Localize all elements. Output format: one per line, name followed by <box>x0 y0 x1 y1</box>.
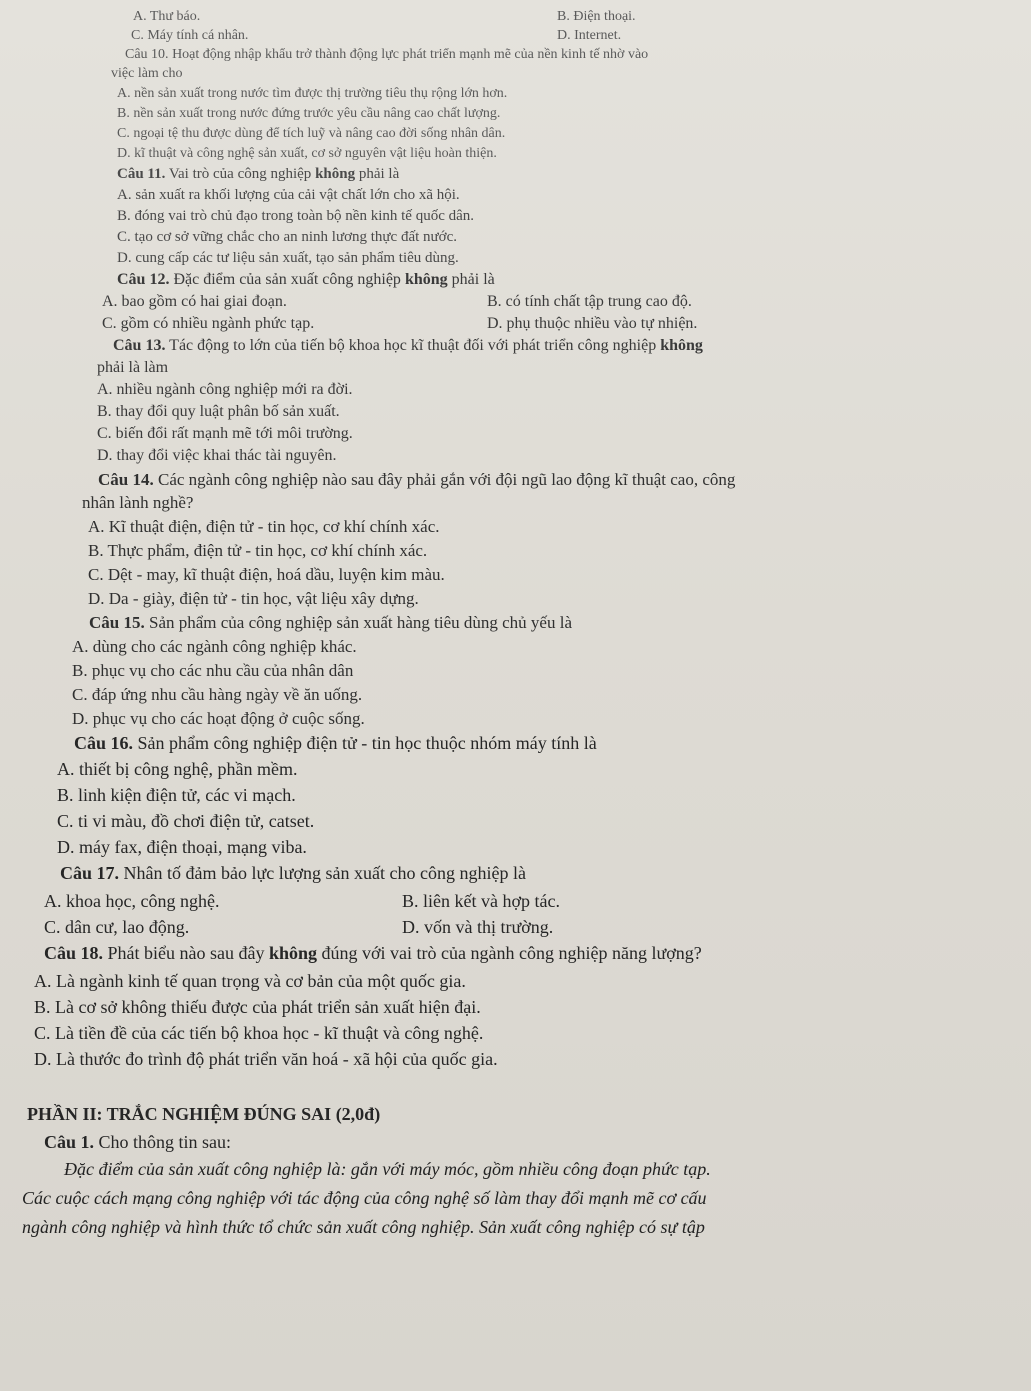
q11-option-c: C. tạo cơ sở vững chắc cho an ninh lương thực đất nước. <box>117 229 458 245</box>
q13-option-c: C. biến đổi rất mạnh mẽ tới môi trường. <box>97 425 353 442</box>
q18-number: Câu 18. <box>44 943 104 963</box>
part2-passage-line-1: Đặc điểm của sản xuất công nghiệp là: gắn với máy móc, gồm nhiều công đoạn phức tạp. <box>64 1159 711 1179</box>
part2-q1-stem <box>44 1133 231 1151</box>
q18-option-d: D. Là thước đo trình độ phát triển văn hoá - xã hội của quốc gia. <box>34 1049 498 1069</box>
q12-option-b: B. có tính chất tập trung cao độ. <box>487 293 692 310</box>
q10-option-a: A. nền sản xuất trong nước tìm được thị trường tiêu thụ rộng lớn hơn. <box>117 86 508 101</box>
q15-option-c: C. đáp ứng nhu cầu hàng ngày về ăn uống. <box>72 685 363 704</box>
q14-stem-cont: nhân lành nghề? <box>82 493 194 512</box>
q15-number: Câu 15. <box>89 613 145 632</box>
q12-text-end: phải là <box>451 271 495 288</box>
q11-negation: không <box>315 166 356 182</box>
q13-option-b: B. thay đổi quy luật phân bố sản xuất. <box>97 403 340 420</box>
q15-option-a: A. dùng cho các ngành công nghiệp khác. <box>72 637 357 656</box>
q17-option-a: A. khoa học, công nghệ. <box>44 891 220 911</box>
q10-option-b: B. nền sản xuất trong nước đứng trước yêu cầu nâng cao chất lượng. <box>117 106 501 121</box>
q15-stem <box>89 614 572 631</box>
q18-option-b: B. Là cơ sở không thiếu được của phát triển sản xuất hiện đại. <box>34 997 481 1017</box>
q17-number: Câu 17. <box>60 863 120 883</box>
q11-text: Vai trò của công nghiệp <box>168 166 312 182</box>
part2-q1-number: Câu 1. <box>44 1132 95 1152</box>
q11-stem <box>117 167 399 182</box>
q16-text: Sản phẩm công nghiệp điện tử - tin học thuộc nhóm máy tính là <box>137 733 597 753</box>
q14-option-a: A. Kĩ thuật điện, điện tử - tin học, cơ khí chính xác. <box>88 517 440 536</box>
q13-stem <box>113 338 703 354</box>
q12-option-a: A. bao gồm có hai giai đoạn. <box>102 293 287 310</box>
q18-text-end: đúng với vai trò của ngành công nghiệp năng lượng? <box>321 943 702 963</box>
q18-stem <box>44 944 702 962</box>
prev-option-c: C. Máy tính cá nhân. <box>131 28 249 43</box>
q15-text: Sản phẩm của công nghiệp sản xuất hàng tiêu dùng chủ yếu là <box>148 613 572 632</box>
q17-option-c: C. dân cư, lao động. <box>44 917 190 937</box>
q14-option-b: B. Thực phẩm, điện tử - tin học, cơ khí chính xác. <box>88 541 428 560</box>
q11-option-d: D. cung cấp các tư liệu sản xuất, tạo sản phẩm tiêu dùng. <box>117 250 459 266</box>
q13-option-d: D. thay đổi việc khai thác tài nguyên. <box>97 447 337 464</box>
q11-number: Câu 11. <box>117 166 166 182</box>
prev-option-d: D. Internet. <box>557 28 622 43</box>
q13-number: Câu 13. <box>113 337 166 354</box>
prev-option-b: B. Điện thoại. <box>557 9 636 24</box>
q10-stem-cont: việc làm cho <box>111 66 183 81</box>
q14-number: Câu 14. <box>98 470 154 489</box>
q13-negation: không <box>660 337 703 354</box>
q13-text: Tác động to lớn của tiến bộ khoa học kĩ thuật đối với phát triển công nghiệp <box>169 337 657 354</box>
q17-text: Nhân tố đảm bảo lực lượng sản xuất cho công nghiệp là <box>123 863 526 883</box>
q15-option-b: B. phục vụ cho các nhu cầu của nhân dân <box>72 661 354 680</box>
q11-option-b: B. đóng vai trò chủ đạo trong toàn bộ nền kinh tế quốc dân. <box>117 208 475 224</box>
q11-text-end: phải là <box>358 166 400 182</box>
part2-passage-line-2: Các cuộc cách mạng công nghiệp với tác động của công nghệ số làm thay đổi mạnh mẽ cơ cấu <box>22 1188 707 1208</box>
q10-number: Câu 10. <box>125 47 169 62</box>
q17-option-d: D. vốn và thị trường. <box>402 917 554 937</box>
q16-stem <box>74 734 597 752</box>
q14-option-c: C. Dệt - may, kĩ thuật điện, hoá dầu, luyện kim màu. <box>88 565 445 584</box>
q18-text: Phát biểu nào sau đây <box>107 943 265 963</box>
part2-passage-line-3: ngành công nghiệp và hình thức tổ chức sản xuất công nghiệp. Sản xuất công nghiệp có sự tập <box>22 1217 705 1237</box>
q16-option-d: D. máy fax, điện thoại, mạng viba. <box>57 837 307 857</box>
q18-negation: không <box>268 943 318 963</box>
q14-option-d: D. Da - giày, điện tử - tin học, vật liệu xây dựng. <box>88 589 419 608</box>
part2-q1-text: Cho thông tin sau: <box>98 1132 232 1152</box>
q10-text: Hoạt động nhập khẩu trở thành động lực phát triển mạnh mẽ của nền kinh tế nhờ vào <box>172 47 649 62</box>
q10-stem <box>125 48 648 62</box>
q18-option-a: A. Là ngành kinh tế quan trọng và cơ bản của một quốc gia. <box>34 971 466 991</box>
q13-stem-cont: phải là làm <box>97 359 169 376</box>
q12-negation: không <box>404 271 448 288</box>
q13-option-a: A. nhiều ngành công nghiệp mới ra đời. <box>97 381 353 398</box>
q18-option-c: C. Là tiền đề của các tiến bộ khoa học - kĩ thuật và công nghệ. <box>34 1023 484 1043</box>
q12-stem <box>117 272 495 288</box>
q16-option-a: A. thiết bị công nghệ, phần mềm. <box>57 759 298 779</box>
q12-option-d: D. phụ thuộc nhiều vào tự nhiện. <box>487 315 698 332</box>
q16-option-c: C. ti vi màu, đồ chơi điện tử, catset. <box>57 811 315 831</box>
part2-heading: PHẦN II: TRẮC NGHIỆM ĐÚNG SAI (2,0đ) <box>27 1104 381 1124</box>
q17-option-b: B. liên kết và hợp tác. <box>402 891 560 911</box>
q10-option-c: C. ngoại tệ thu được dùng để tích luỹ và nâng cao đời sống nhân dân. <box>117 126 506 141</box>
q12-option-c: C. gồm có nhiều ngành phức tạp. <box>102 315 315 332</box>
q17-stem <box>60 864 526 882</box>
q10-option-d: D. kĩ thuật và công nghệ sản xuất, cơ sở nguyên vật liệu hoàn thiện. <box>117 146 497 161</box>
q16-option-b: B. linh kiện điện tử, các vi mạch. <box>57 785 296 805</box>
q16-number: Câu 16. <box>74 733 134 753</box>
q14-stem <box>98 471 735 488</box>
prev-option-a: A. Thư báo. <box>133 9 201 24</box>
q11-option-a: A. sản xuất ra khối lượng của cải vật chất lớn cho xã hội. <box>117 187 460 203</box>
q14-text: Các ngành công nghiệp nào sau đây phải gắn với đội ngũ lao động kĩ thuật cao, công <box>157 470 736 489</box>
q12-text: Đặc điểm của sản xuất công nghiệp <box>173 271 401 288</box>
q15-option-d: D. phục vụ cho các hoạt động ở cuộc sống. <box>72 709 365 728</box>
q12-number: Câu 12. <box>117 271 170 288</box>
